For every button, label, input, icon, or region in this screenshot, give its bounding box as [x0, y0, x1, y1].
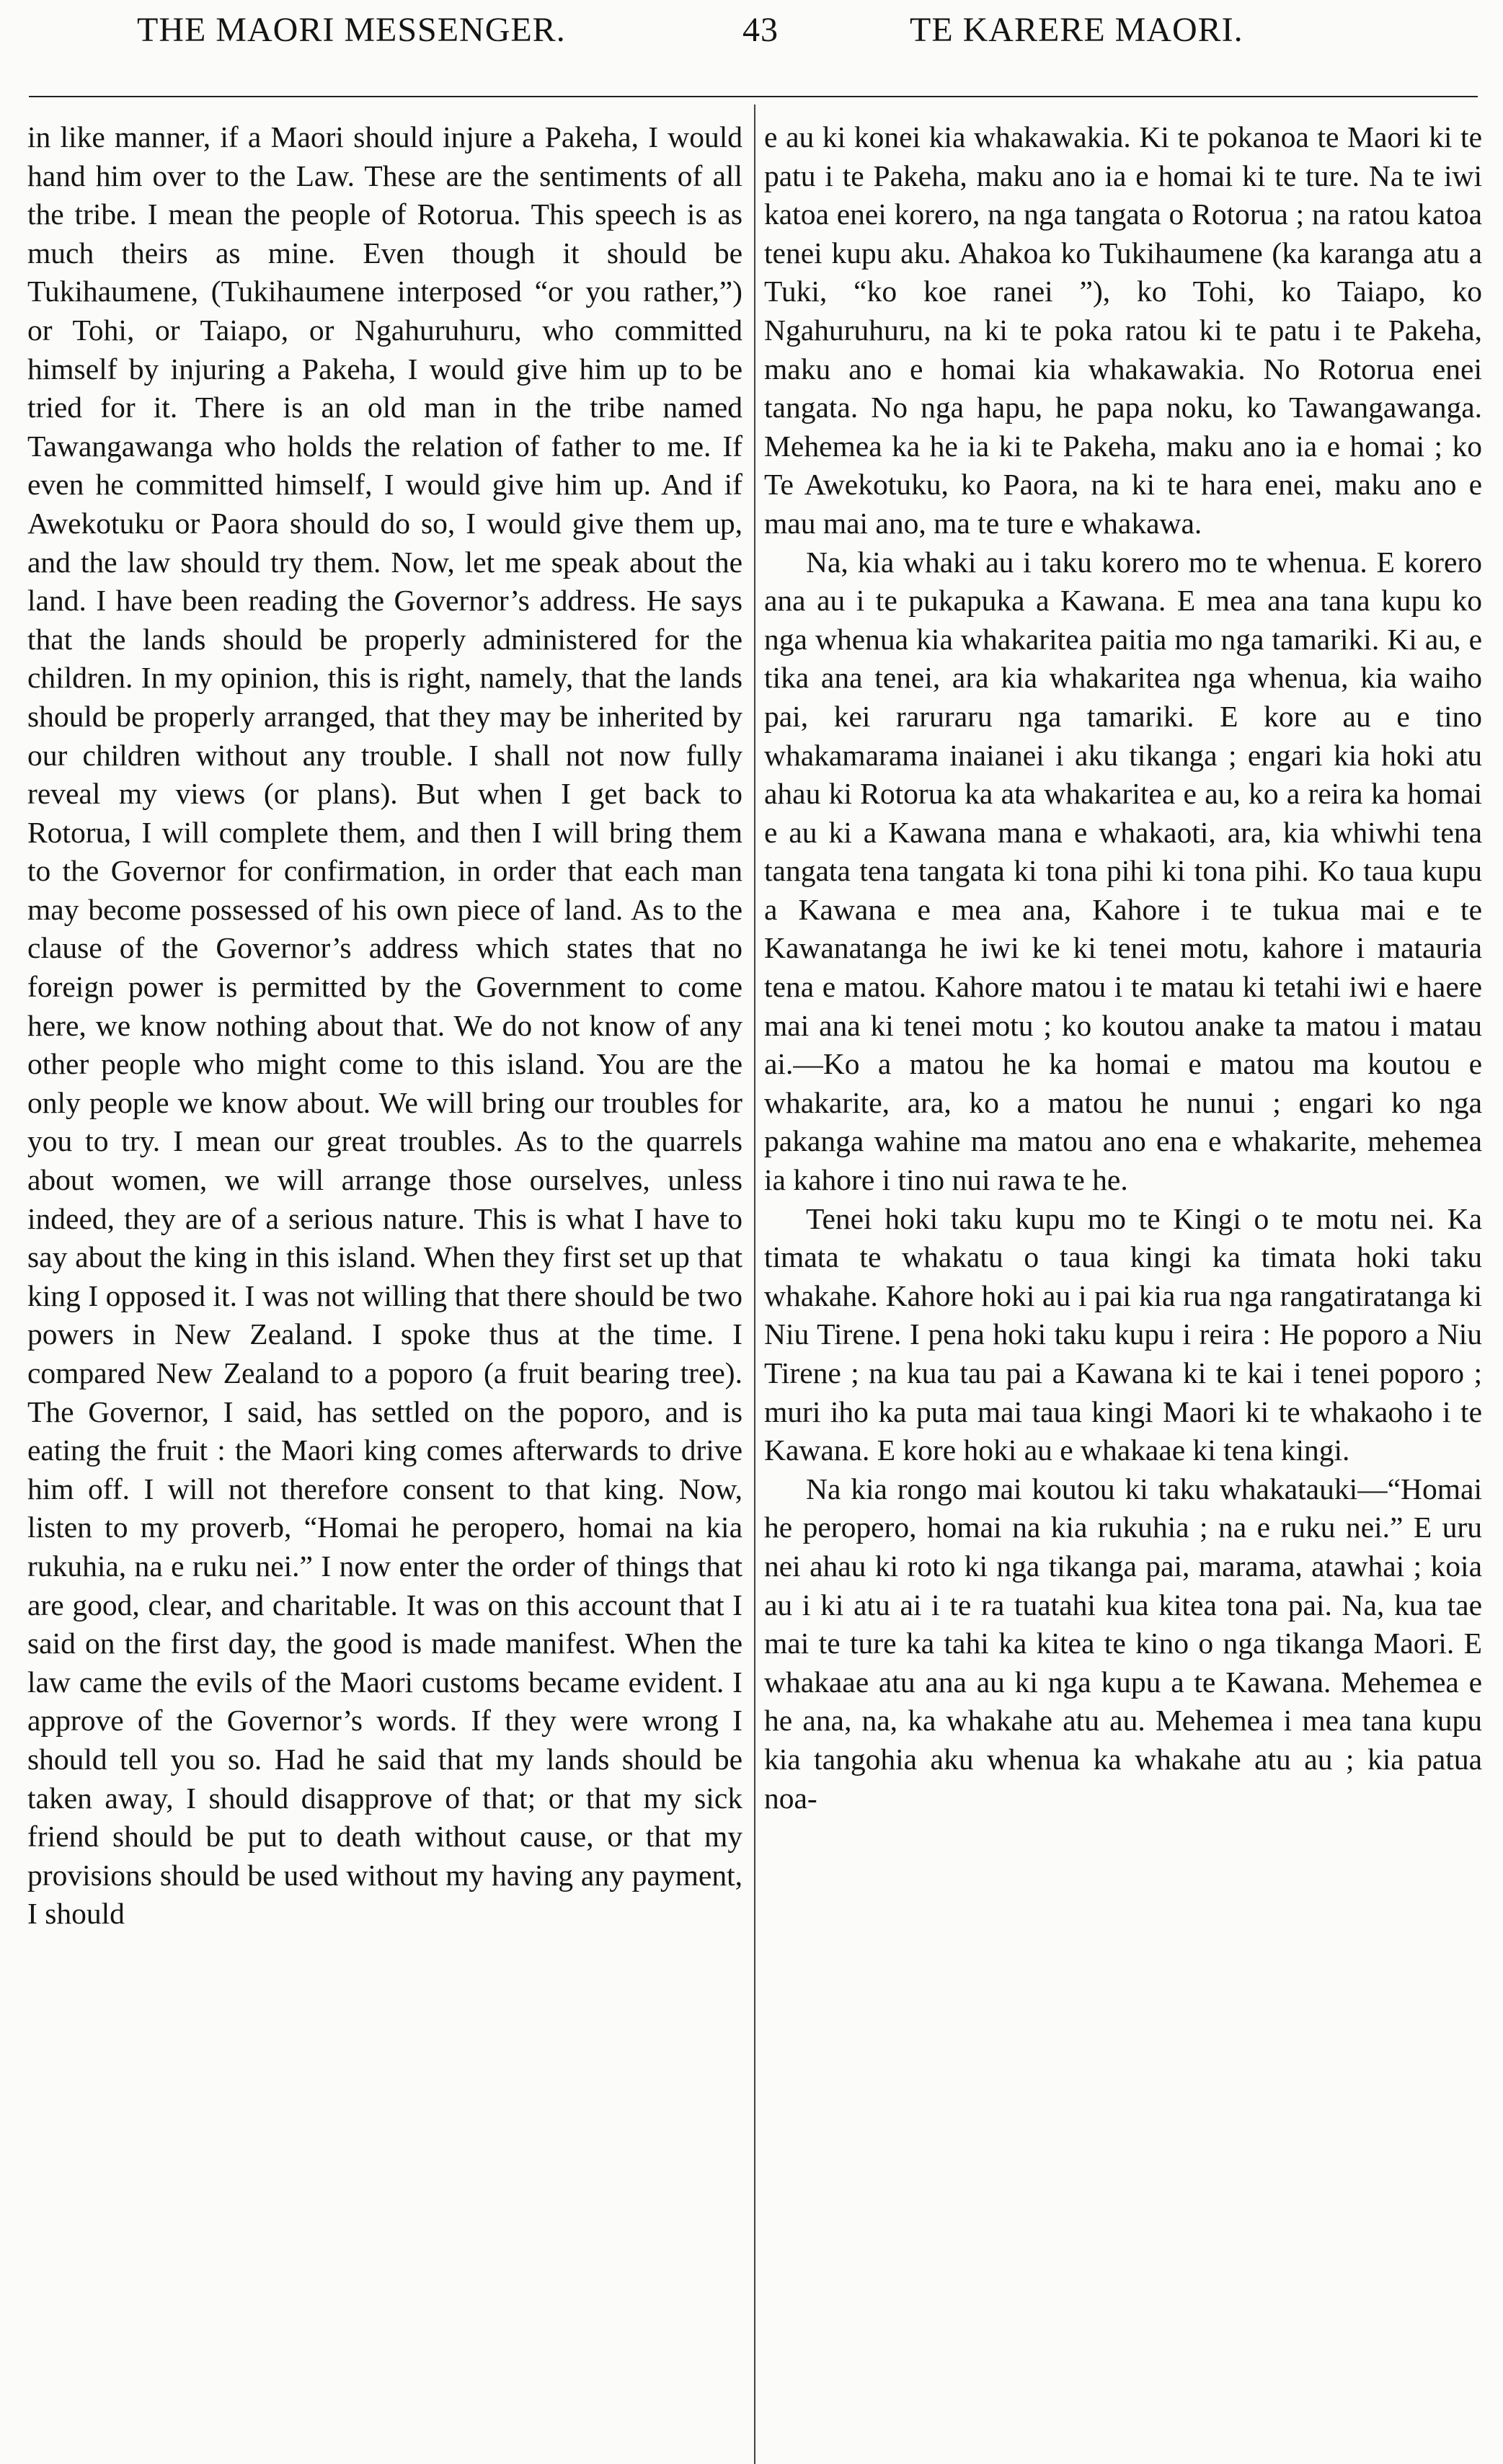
english-paragraph: in like manner, if a Maori should injure a Pakeha, I would hand him over to the Law. These are the sentiments of all the tribe. I mean the people of Rotorua. This speech is as much theirs as mine. Even though it should be Tukihaumene, (Tukihaumene interposed “or you rather,”) or Tohi, or Taiapo, or Ngahuruhuru, who committed himself by injuring a Pakeha, I would give him up to be tried for it. There is an old man in the tribe named Tawangawanga who holds the relation of father to me. If even he committed himself, I would give him up. And if Awekotuku or Paora should do so, I would give them up, and the law should try them. Now, let me speak about the land. I have been reading the Governor’s address. He says that the lands should be properly administered for the children. In my opinion, this is right, namely, that the lands should be properly arranged, that they may be inherited by our children without any trouble. I shall not now fully reveal my views (or plans). But when I get back to Rotorua, I will complete them, and then I will bring them to the Governor for confirmation, in order that each man may become possessed of his own piece of land. As to the clause of the Governor’s address which states that no foreign power is permitted by the Government to come here, we know nothing about that. We do not know of any other people who might come to this island. You are the only people we know about. We will bring our troubles for you to try. I mean our great troubles. As to the quarrels about women, we will arrange those ourselves, unless indeed, they are of a serious nature. This is what I have to say about the king in this island. When they first set up that king I opposed it. I was not willing that there should be two powers in New Zealand. I spoke thus at the time. I compared New Zealand to a poporo (a fruit bearing tree). The Governor, I said, has settled on the poporo, and is eating the fruit : the Maori king comes afterwards to drive him off. I will not therefore consent to that king. Now, listen to my proverb, “Homai he peropero, homai na kia rukuhia, na e ruku nei.” I now enter the order of things that are good, clear, and charitable. It was on this account that I said on the first day, the good is made manifest. When the law came the evils of the Maori customs became evident. I approve of the Governor’s words. If they were wrong I should tell you so. Had he said that my lands should be taken away, I should disapprove of that; or that my sick friend should be put to death without cause, or that my provisions should be used without my having any payment, I should [27, 120, 742, 1931]
maori-paragraph: Na kia rongo mai koutou ki taku whakatauki—“Homai he peropero, homai na kia rukuhia ; na e ruku nei.” E uru nei ahau ki roto ki nga tikanga pai, marama, atawhai ; koia au i ki atu ai i te ra tuatahi kua kitea tona pai. Na, kua tae mai te ture ka tahi ka kitea te kino o nga tikanga Maori. E whakaae atu ana au ki nga kupu a te Kawana. Mehemea e he ana, na, ka whakahe atu au. Mehemea i mea tana kupu kia tangohia aku whenua ka whakahe atu au ; kia patua noa- [764, 1472, 1482, 1815]
header-rule [29, 96, 1478, 97]
english-column [27, 118, 742, 1934]
page-number: 43 [742, 11, 779, 49]
maori-paragraph: Na, kia whaki au i taku korero mo te whenua. E korero ana au i te pukapuka a Kawana. E mea ana tana kupu ko nga whenua kia whakaritea paitia mo nga tamariki. Ki au, e tika ana tenei, ara kia whakaritea nga whenua, kia waiho pai, kei raruraru nga tamariki. E kore au e tino whakamarama inaianei i aku tikanga ; engari kia hoki atu ahau ki Rotorua ka ata whakaritea e au, ko a reira ka homai e au ki a Kawana mana e whakaoti, ara, kia whiwhi tena tangata tena tangata ki tona pihi ki tona pihi. Ko taua kupu a Kawana e mea ana, Kahore i te tukua mai e te Kawanatanga he iwi ke ki tenei motu, kahore i matauria tena e matou. Kahore matou i te matau ki tetahi iwi e haere mai ana ki tenei motu ; ko koutou anake ta matou i matau ai.—Ko a matou he ka homai e matou ma koutou e whakarite, ara, ko a matou he nunui ; engari ko nga pakanga wahine ma matou ano ena e whakarite, mehemea ia kahore i tino nui rawa te he. [764, 545, 1482, 1197]
english-masthead: THE MAORI MESSENGER. [137, 11, 566, 49]
maori-masthead: TE KARERE MAORI. [910, 11, 1243, 49]
maori-column [764, 118, 1482, 1818]
maori-paragraph: e au ki konei kia whakawakia. Ki te pokanoa te Maori ki te patu i te Pakeha, maku ano ia e homai ki te ture. Na te iwi katoa enei korero, na nga tangata o Rotorua ; na ratou katoa tenei kupu aku. Ahakoa ko Tukihaumene (ka karanga atu a Tuki, “ko koe ranei ”), ko Tohi, ko Taiapo, ko Ngahuruhuru, na ki te poka ratou ki te patu i te Pakeha, maku ano e homai kia whakawakia. No Rotorua enei tangata. No nga hapu, he papa noku, ko Tawangawanga. Mehemea ka he ia ki te Pakeha, maku ano ia e homai ; ko Te Awekotuku, ko Paora, na ki te hara enei, maku ano e mau mai ano, ma te ture e whakawa. [764, 120, 1482, 540]
maori-paragraph: Tenei hoki taku kupu mo te Kingi o te motu nei. Ka timata te whakatu o taua kingi ka timata hoki taku whakahe. Kahore hoki au i pai kia rua nga rangatiratanga ki Niu Tirene. I pena hoki taku kupu i reira : He poporo a Niu Tirene ; na kua tau pai a Kawana ki te kai i tenei poporo ; muri iho ka puta mai taua kingi Maori ki te whakaoho i te Kawana. E kore hoki au e whakaae ki tena kingi. [764, 1201, 1482, 1467]
column-divider [754, 104, 755, 2464]
page-header [0, 10, 1503, 61]
